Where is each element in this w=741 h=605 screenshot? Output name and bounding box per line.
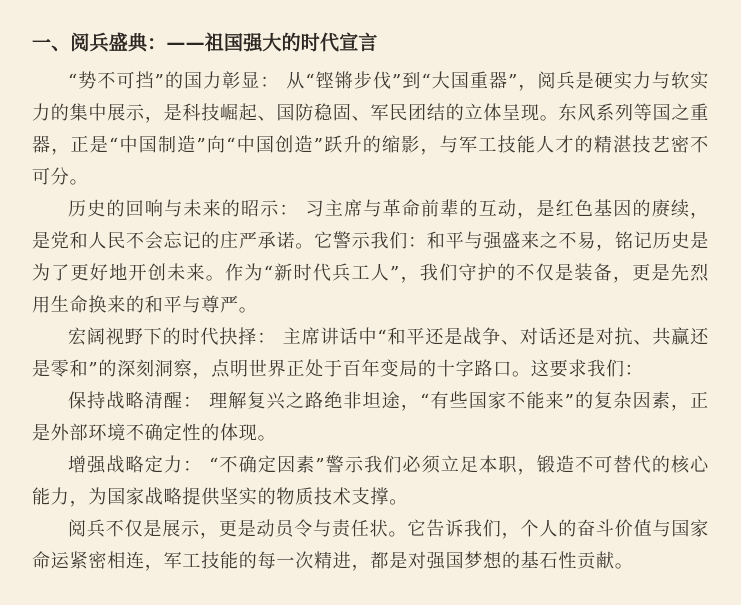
paragraph-history-echo [32, 194, 709, 322]
paragraph-body: 主席讲话中“和平还是战争、对话还是对抗、共赢还是零和”的深刻洞察，点明世界正处于百年变局的十字路口。这要求我们： [32, 327, 709, 380]
section-heading: 一、阅兵盛典：——祖国强大的时代宣言 [32, 32, 378, 54]
paragraph-conclusion [32, 514, 709, 578]
paragraph-body: “不确定因素”警示我们必须立足本职，锻造不可替代的核心能力，为国家战略提供坚实的物质技术支撑。 [32, 455, 709, 508]
paragraph-body: 从“铿锵步伐”到“大国重器”，阅兵是硬实力与软实力的集中展示，是科技崛起、国防稳固、军民团结的立体呈现。东风系列等国之重器，正是“中国制造”向“中国创造”跃升的缩影，与军工技能人才的精湛技艺密不可分。 [32, 71, 709, 188]
paragraph-lead: 增强战略定力： [68, 455, 203, 476]
paragraph-body: 习主席与革命前辈的互动，是红色基因的赓续，是党和人民不会忘记的庄严承诺。它警示我们：和平与强盛来之不易，铭记历史是为了更好地开创未来。作为“新时代兵工人”，我们守护的不仅是装备，更是先烈用生命换来的和平与尊严。 [32, 199, 709, 316]
paragraph-strategic-clarity [32, 386, 709, 450]
paragraph-lead: 历史的回响与未来的昭示： [68, 199, 299, 220]
paragraph-national-strength [32, 66, 709, 194]
paragraph-lead: 保持战略清醒： [68, 391, 203, 412]
paragraph-era-choice [32, 322, 709, 386]
paragraph-body: 理解复兴之路绝非坦途，“有些国家不能来”的复杂因素，正是外部环境不确定性的体现。 [32, 391, 709, 444]
paragraph-strategic-resolve [32, 450, 709, 514]
paragraph-lead: “势不可挡”的国力彰显： [68, 71, 280, 92]
paragraph-body: 阅兵不仅是展示，更是动员令与责任状。它告诉我们，个人的奋斗价值与国家命运紧密相连，军工技能的每一次精进，都是对强国梦想的基石性贡献。 [32, 519, 709, 572]
paragraph-lead: 宏阔视野下的时代抉择： [68, 327, 277, 348]
